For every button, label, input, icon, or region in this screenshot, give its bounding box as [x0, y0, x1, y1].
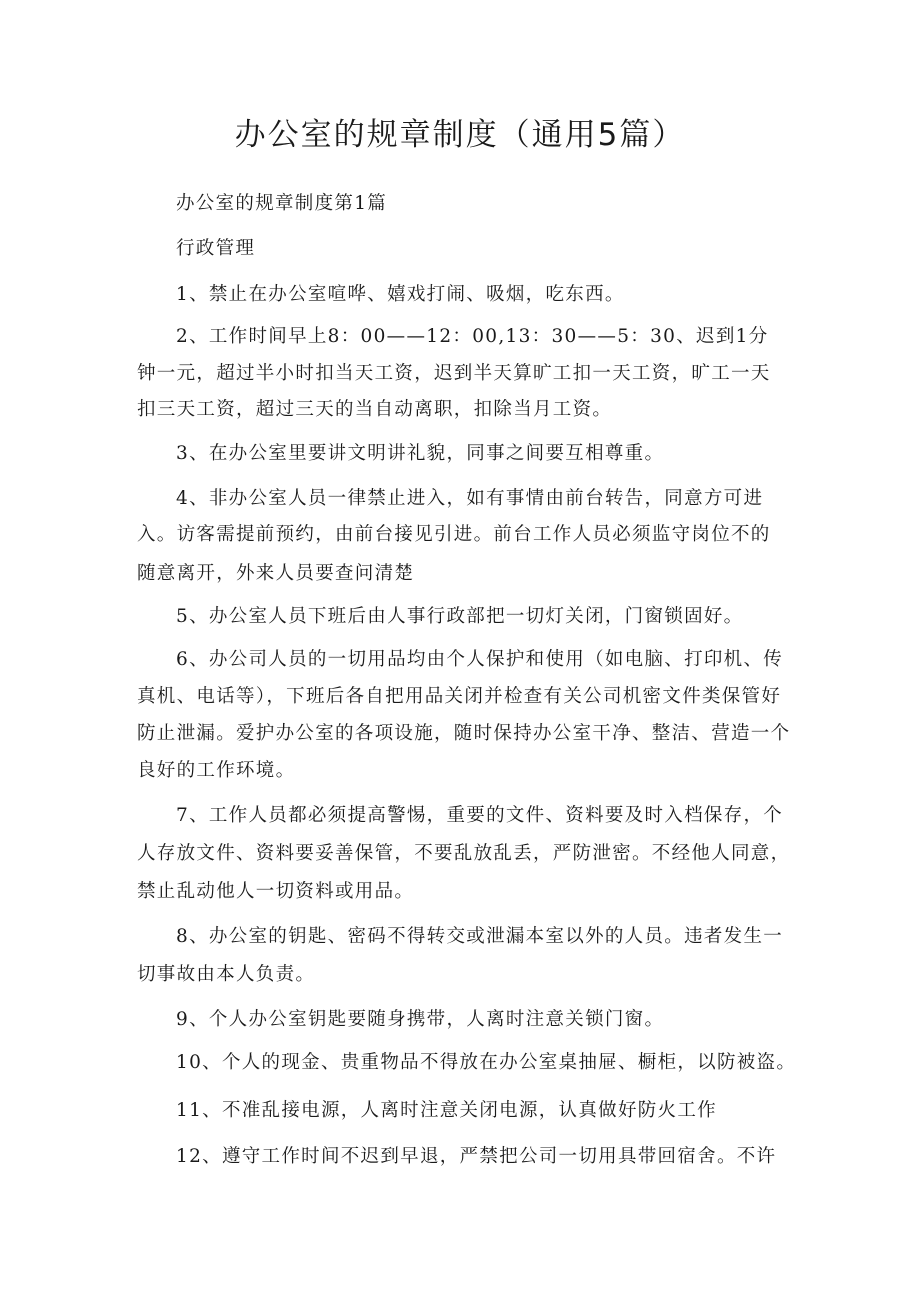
paragraph-line: 12、遵守工作时间不迟到早退，严禁把公司一切用具带回宿舍。不许: [176, 1146, 777, 1167]
subheading: 行政管理: [176, 238, 256, 259]
paragraph-line: 11、不准乱接电源，人离时注意关闭电源，认真做好防火工作: [176, 1100, 717, 1121]
paragraph-line: 真机、电话等），下班后各自把用品关闭并检查有关公司机密文件类保管好: [137, 686, 782, 707]
paragraph-line: 钟一元，超过半小时扣当天工资，迟到半天算旷工扣一天工资，旷工一天: [137, 363, 771, 384]
paragraph-line: 随意离开，外来人员要查问清楚: [137, 563, 415, 584]
paragraph-line: 防止泄漏。爱护办公室的各项设施，随时保持办公室干净、整洁、营造一个: [137, 723, 791, 744]
paragraph-line: 4、非办公室人员一律禁止进入，如有事情由前台转告，同意方可进: [176, 488, 764, 509]
paragraph-line: 7、工作人员都必须提高警惕，重要的文件、资料要及时入档保存，个: [176, 805, 784, 826]
paragraph-line: 10、个人的现金、贵重物品不得放在办公室桌抽屉、橱柜，以防被盗。: [176, 1052, 797, 1073]
document-title: 办公室的规章制度（通用5篇）: [234, 117, 686, 153]
paragraph-line: 5、办公室人员下班后由人事行政部把一切灯关闭，门窗锁固好。: [176, 606, 744, 627]
paragraph-line: 切事故由本人负责。: [137, 964, 316, 985]
paragraph-line: 2、工作时间早上8：00——12：00,13：30——5：30、迟到1分: [176, 326, 769, 347]
paragraph-line: 3、在办公室里要讲文明讲礼貌，同事之间要互相尊重。: [176, 443, 665, 464]
paragraph-line: 8、办公室的钥匙、密码不得转交或泄漏本室以外的人员。违者发生一: [176, 926, 784, 947]
paragraph-line: 人存放文件、资料要妥善保管，不要乱放乱丢，严防泄密。不经他人同意，: [137, 843, 791, 864]
paragraph-line: 9、个人办公室钥匙要随身携带，人离时注意关锁门窗。: [176, 1009, 665, 1030]
section-heading: 办公室的规章制度第1篇: [176, 193, 388, 214]
paragraph-line: 6、办公司人员的一切用品均由个人保护和使用（如电脑、打印机、传: [176, 649, 784, 670]
paragraph-line: 禁止乱动他人一切资料或用品。: [137, 881, 415, 902]
paragraph-line: 扣三天工资，超过三天的当自动离职，扣除当月工资。: [137, 399, 613, 420]
paragraph-line: 1、禁止在办公室喧哗、嬉戏打闹、吸烟，吃东西。: [176, 284, 625, 305]
paragraph-line: 入。访客需提前预约，由前台接见引进。前台工作人员必须监守岗位不的: [137, 524, 771, 545]
paragraph-line: 良好的工作环境。: [137, 760, 296, 781]
